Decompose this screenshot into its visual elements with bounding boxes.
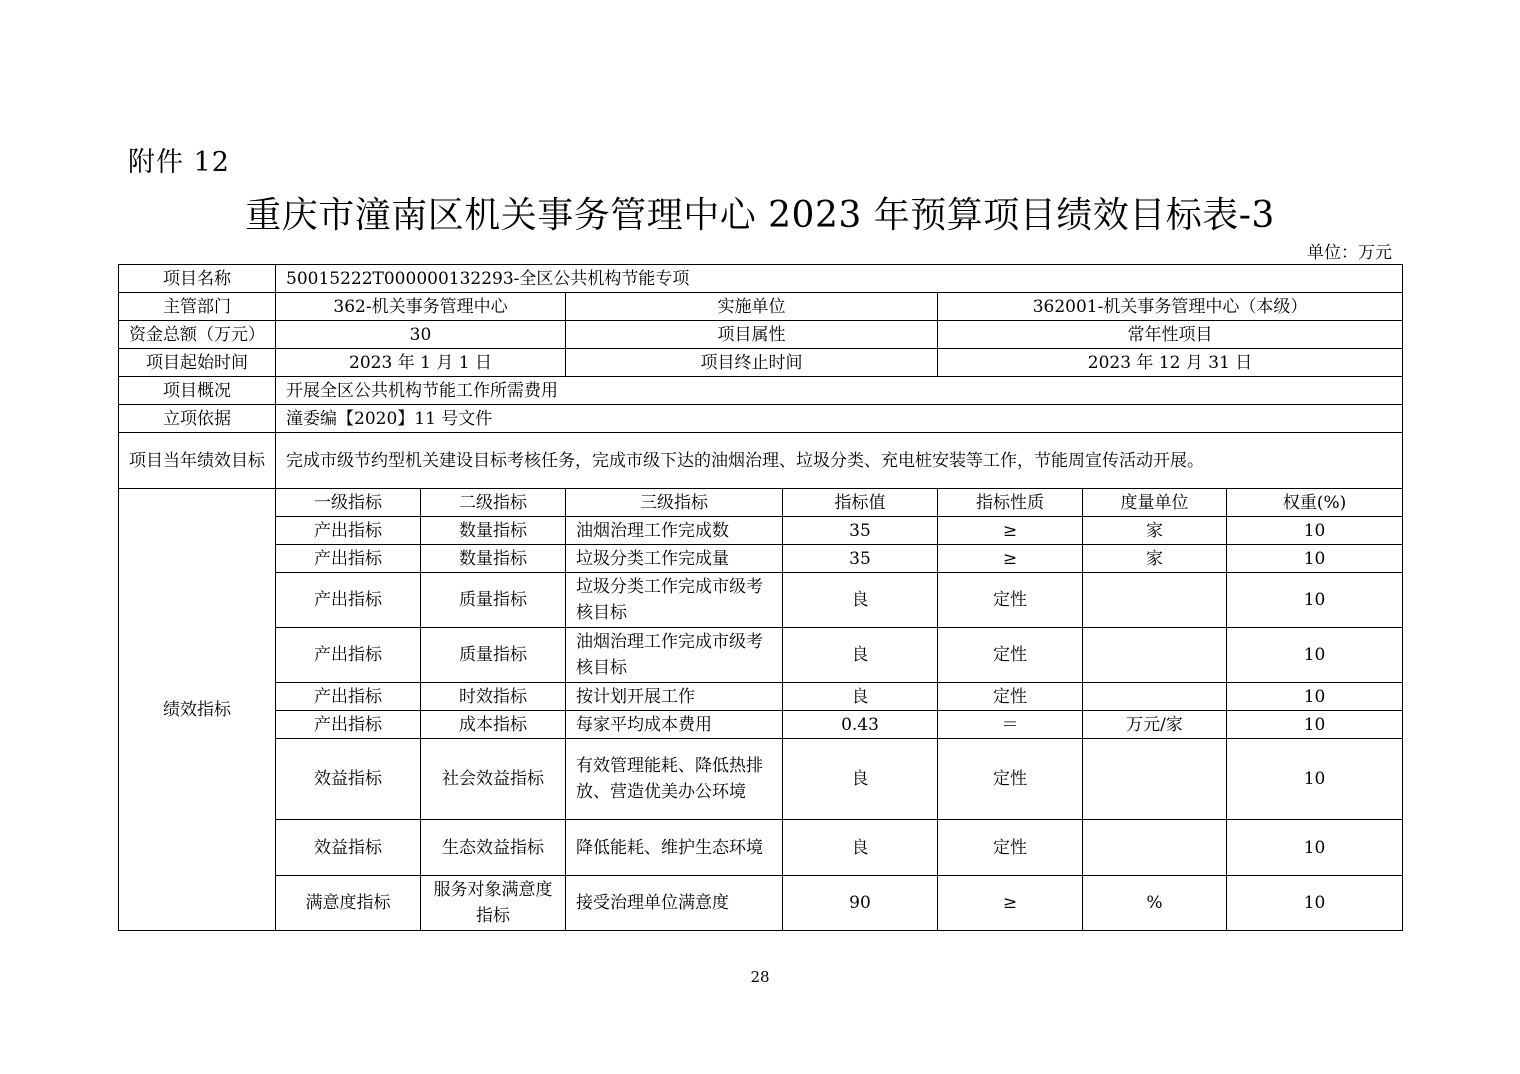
performance-table: [118, 264, 1403, 931]
row-fund: [119, 321, 1403, 349]
overview-value: 开展全区公共机构节能工作所需费用: [276, 377, 1403, 405]
level3-cell: 有效管理能耗、降低热排放、营造优美办公环境: [566, 739, 783, 820]
header-unit: 度量单位: [1083, 489, 1227, 517]
fund-value: 30: [276, 321, 566, 349]
weight-cell: 10: [1227, 683, 1403, 711]
indicator-row: [119, 739, 1403, 820]
unit-cell: %: [1083, 876, 1227, 931]
level3-cell: 油烟治理工作完成市级考核目标: [566, 628, 783, 683]
indicator-row: [119, 711, 1403, 739]
page-number: 28: [750, 968, 770, 986]
weight-cell: 10: [1227, 739, 1403, 820]
level3-cell: 接受治理单位满意度: [566, 876, 783, 931]
level1-cell: 效益指标: [276, 820, 421, 876]
nature-cell: ＝: [938, 711, 1083, 739]
weight-cell: 10: [1227, 820, 1403, 876]
header-value: 指标值: [783, 489, 938, 517]
nature-cell: 定性: [938, 683, 1083, 711]
nature-cell: 定性: [938, 573, 1083, 628]
basis-value: 潼委编【2020】11 号文件: [276, 405, 1403, 433]
header-level1: 一级指标: [276, 489, 421, 517]
header-level3: 三级指标: [566, 489, 783, 517]
fund-label: 资金总额（万元）: [119, 321, 276, 349]
header-nature: 指标性质: [938, 489, 1083, 517]
level2-cell: 社会效益指标: [421, 739, 566, 820]
level1-cell: 产出指标: [276, 683, 421, 711]
indicator-row: [119, 683, 1403, 711]
attr-label: 项目属性: [566, 321, 938, 349]
start-value: 2023 年 1 月 1 日: [276, 349, 566, 377]
level3-cell: 按计划开展工作: [566, 683, 783, 711]
unit-cell: 万元/家: [1083, 711, 1227, 739]
overview-label: 项目概况: [119, 377, 276, 405]
weight-cell: 10: [1227, 628, 1403, 683]
level3-cell: 降低能耗、维护生态环境: [566, 820, 783, 876]
value-cell: 良: [783, 683, 938, 711]
value-cell: 良: [783, 820, 938, 876]
value-cell: 良: [783, 573, 938, 628]
impl-label: 实施单位: [566, 293, 938, 321]
level2-cell: 生态效益指标: [421, 820, 566, 876]
indicator-row: [119, 517, 1403, 545]
attachment-label: 附件 12: [128, 147, 230, 178]
indicator-row: [119, 628, 1403, 683]
level3-cell: 每家平均成本费用: [566, 711, 783, 739]
project-name-label: 项目名称: [119, 265, 276, 293]
value-cell: 良: [783, 739, 938, 820]
dept-label: 主管部门: [119, 293, 276, 321]
level2-cell: 时效指标: [421, 683, 566, 711]
impl-value: 362001-机关事务管理中心（本级）: [938, 293, 1403, 321]
row-project-name: [119, 265, 1403, 293]
row-dept: [119, 293, 1403, 321]
basis-label: 立项依据: [119, 405, 276, 433]
level1-cell: 产出指标: [276, 628, 421, 683]
level1-cell: 产出指标: [276, 573, 421, 628]
level2-cell: 数量指标: [421, 517, 566, 545]
nature-cell: 定性: [938, 739, 1083, 820]
level2-cell: 质量指标: [421, 573, 566, 628]
level2-cell: 服务对象满意度指标: [421, 876, 566, 931]
weight-cell: 10: [1227, 545, 1403, 573]
weight-cell: 10: [1227, 573, 1403, 628]
indicators-section-label: 绩效指标: [119, 489, 276, 931]
indicator-header-row: [119, 489, 1403, 517]
goal-value: 完成市级节约型机关建设目标考核任务，完成市级下达的油烟治理、垃圾分类、充电桩安装等工作，节能周宣传活动开展。: [276, 433, 1403, 489]
level1-cell: 产出指标: [276, 711, 421, 739]
header-weight: 权重(%): [1227, 489, 1403, 517]
row-overview: [119, 377, 1403, 405]
weight-cell: 10: [1227, 711, 1403, 739]
unit-cell: [1083, 820, 1227, 876]
level2-cell: 数量指标: [421, 545, 566, 573]
unit-cell: [1083, 739, 1227, 820]
unit-cell: 家: [1083, 517, 1227, 545]
level1-cell: 产出指标: [276, 517, 421, 545]
value-cell: 35: [783, 517, 938, 545]
value-cell: 35: [783, 545, 938, 573]
indicator-row: [119, 573, 1403, 628]
indicator-row: [119, 876, 1403, 931]
nature-cell: 定性: [938, 628, 1083, 683]
value-cell: 良: [783, 628, 938, 683]
level2-cell: 质量指标: [421, 628, 566, 683]
nature-cell: ≥: [938, 517, 1083, 545]
level1-cell: 产出指标: [276, 545, 421, 573]
end-label: 项目终止时间: [566, 349, 938, 377]
row-goal: [119, 433, 1403, 489]
start-label: 项目起始时间: [119, 349, 276, 377]
value-cell: 90: [783, 876, 938, 931]
dept-value: 362-机关事务管理中心: [276, 293, 566, 321]
weight-cell: 10: [1227, 517, 1403, 545]
level3-cell: 油烟治理工作完成数: [566, 517, 783, 545]
end-value: 2023 年 12 月 31 日: [938, 349, 1403, 377]
attr-value: 常年性项目: [938, 321, 1403, 349]
page-title: 重庆市潼南区机关事务管理中心 2023 年预算项目绩效目标表-3: [245, 195, 1275, 236]
level3-cell: 垃圾分类工作完成量: [566, 545, 783, 573]
row-time: [119, 349, 1403, 377]
level3-cell: 垃圾分类工作完成市级考核目标: [566, 573, 783, 628]
value-cell: 0.43: [783, 711, 938, 739]
goal-label: 项目当年绩效目标: [119, 433, 276, 489]
row-basis: [119, 405, 1403, 433]
unit-cell: [1083, 628, 1227, 683]
nature-cell: ≥: [938, 876, 1083, 931]
weight-cell: 10: [1227, 876, 1403, 931]
nature-cell: ≥: [938, 545, 1083, 573]
level2-cell: 成本指标: [421, 711, 566, 739]
unit-cell: 家: [1083, 545, 1227, 573]
indicator-row: [119, 545, 1403, 573]
project-name-value: 50015222T000000132293-全区公共机构节能专项: [276, 265, 1403, 293]
nature-cell: 定性: [938, 820, 1083, 876]
level1-cell: 效益指标: [276, 739, 421, 820]
level1-cell: 满意度指标: [276, 876, 421, 931]
indicator-row: [119, 820, 1403, 876]
unit-cell: [1083, 573, 1227, 628]
unit-cell: [1083, 683, 1227, 711]
unit-label: 单位：万元: [1307, 243, 1392, 263]
header-level2: 二级指标: [421, 489, 566, 517]
